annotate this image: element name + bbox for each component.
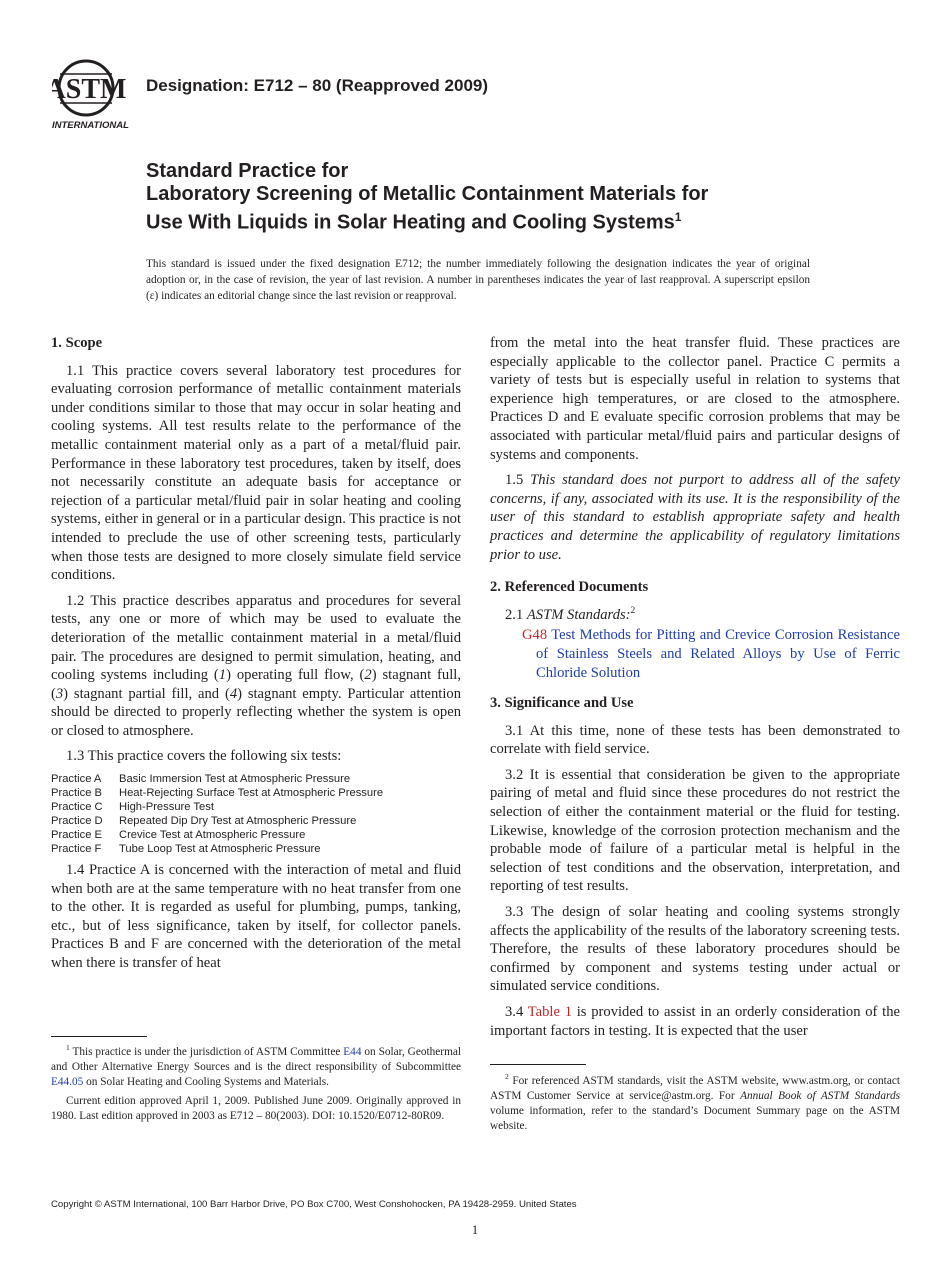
table-row: Practice E Crevice Test at Atmospheric Pressure xyxy=(51,829,306,842)
footnote-1-edition: Current edition approved April 1, 2009. Published June 2009. Originally approved in 1980. Last edition approved in 2003 as E712 – 80(2003). DOI: 10.1520/E0712-80R09. xyxy=(51,1095,461,1122)
document-title xyxy=(146,160,866,235)
g48-link[interactable]: G48 xyxy=(522,627,548,644)
footnote-1 xyxy=(51,1045,461,1128)
paragraph-3-4: 3.4 Table 1 is provided to assist in an orderly consideration of the important factors in testing. It is expected that the user xyxy=(490,1004,900,1039)
table-row: Practice A Basic Immersion Test at Atmospheric Pressure xyxy=(51,773,351,786)
right-column xyxy=(490,334,900,1047)
page-number: 1 xyxy=(471,1222,479,1237)
footnote-1-text: $^1$ This practice is under the jurisdiction of ASTM Committee E44 on Solar, Geothermal and Other Alternative Energy Sources and is the direct responsibility of Subcommittee E44.05 on Solar Heating and Cooling Systems and Materials. xyxy=(51,1043,462,1088)
reference-g48 xyxy=(506,626,900,682)
paragraph-3-2: 3.2 It is essential that consideration be given to the appropriate pairing of metal and fluid since these procedures do not restrict the selection of either the containment material or the fluid for testing. Likewise, knowledge of the corrosion protection mechanism and the probable mode of failure of a particular metal is helpful in the selection of test conditions and the observation, interpretation, and reporting of test results. xyxy=(490,766,900,895)
paragraph-1-2: 1.2 This practice describes apparatus and procedures for several tests, any one or more of which may be used to evaluate the deterioration of the metallic containment material in a metal/fluid pair. The procedures are designed to permit simulation, heating, and cooling systems including (1) operating full flow, (2) stagnant full, (3) stagnant partial fill, and (4) stagnant empty. Particular attention should be directed to properly reflecting whether the system is open or closed to atmosphere. xyxy=(51,592,461,739)
paragraph-1-4-start: 1.4 Practice A is concerned with the interaction of metal and fluid when both are at the same temperature with no heat transfer from one to the other. It is regarded as useful for plumbing, pumps, tanking, etc., but of less significance, taken by itself, for collector panels. Practices B and F are concerned with the deterioration of the metal when there is transfer of heat xyxy=(51,862,461,972)
section-heading-referenced-documents: 2. Referenced Documents xyxy=(490,579,649,596)
footnote-divider-right xyxy=(490,1064,586,1065)
paragraph-3-1: 3.1 At this time, none of these tests has been demonstrated to correlate with field service. xyxy=(490,722,900,758)
left-column xyxy=(51,334,461,980)
title-line-1: Standard Practice for xyxy=(146,160,349,182)
title-footnote-mark: 1 xyxy=(674,210,682,224)
e44-link[interactable]: E44 xyxy=(343,1046,362,1058)
table-row: Practice C High-Pressure Test xyxy=(51,801,214,814)
paragraph-1-1: 1.1 This practice covers several laboratory test procedures for evaluating corrosion performance of metallic containment materials under conditions similar to those that may occur in solar heating and cooling systems. All test results relate to the performance of the metallic containment material only as a part of a metal/fluid pair. Performance in these laboratory test procedures, taken by itself, does not necessarily constitute an adequate basis for acceptance or rejection of a particular metal/fluid pair in solar heating and cooling systems, either in general or in a particular design. This practice is not intended to preclude the use of other screening tests, particularly when those tests are designed to more closely simulate field service conditions. xyxy=(51,362,461,584)
e44-05-link[interactable]: E44.05 xyxy=(51,1076,84,1088)
paragraph-1-4-continued: from the metal into the heat transfer fluid. These practices are especially applicable to the collector panel. Practice C permits a variety of tests but is especially useful in relation to systems that experience high temperatures, or are closed to the atmosphere. Practices D and E evaluate specific corrosion problems that may be associated with particular metal/fluid pairs and particular designs of systems and components. xyxy=(490,335,900,463)
paragraph-1-3: 1.3 This practice covers the following six tests: xyxy=(66,748,342,765)
standard-notice: This standard is issued under the fixed designation E712; the number immediately following the designation indicates the year of original adoption or, in the case of revision, the year of last revision. A number in parentheses indicates the year of last reapproval. A superscript epsilon (ε) indicates an editorial change since the last revision or reapproval. xyxy=(146,258,810,302)
svg-text:ASTM: ASTM xyxy=(52,74,127,105)
footnote-divider-left xyxy=(51,1036,147,1037)
paragraph-3-3: 3.3 The design of solar heating and cooling systems strongly affects the applicability of the results of the laboratory screening tests. Therefore, the results of these laboratory procedures should be confirmed by component and systems testing under actual or simulated service conditions. xyxy=(490,904,900,995)
g48-title-link[interactable]: Test Methods for Pitting and Crevice Corrosion Resistance of Stainless Steels and Related Alloys by Use of Ferric Chloride Solution xyxy=(536,627,901,681)
footnote-2-text: $^2$ For referenced ASTM standards, visit the ASTM website, www.astm.org, or contact ASTM Customer Service at service@astm.org. For Annual Book of ASTM Standards volume information, refer to the standard’s Document Summary page on the ASTM website. xyxy=(490,1072,900,1132)
svg-text:INTERNATIONAL: INTERNATIONAL xyxy=(52,120,129,131)
designation: Designation: E712 – 80 (Reapproved 2009) xyxy=(146,76,489,95)
paragraph-1-5: 1.5 This standard does not purport to address all of the safety concerns, if any, associated with its use. It is the responsibility of the user of this standard to establish appropriate safety and health practices and determine the applicability of regulatory limitations prior to use. xyxy=(490,472,900,563)
section-heading-significance: 3. Significance and Use xyxy=(490,695,634,712)
table-row: Practice F Tube Loop Test at Atmospheric Pressure xyxy=(51,843,321,856)
copyright-notice: Copyright © ASTM International, 100 Barr Harbor Drive, PO Box C700, West Conshohocken, PA 19428-2959. United States xyxy=(51,1199,577,1210)
paragraph-2-1: 2.1 ASTM Standards:$^2$ xyxy=(505,605,636,623)
title-line-2: Laboratory Screening of Metallic Containment Materials for xyxy=(146,183,709,205)
title-line-3: Use With Liquids in Solar Heating and Cooling Systems$^1$ xyxy=(146,210,682,234)
table-1-link[interactable]: Table 1 xyxy=(527,1004,572,1020)
footnote-2 xyxy=(490,1074,900,1138)
astm-logo xyxy=(52,56,136,136)
table-row: Practice B Heat-Rejecting Surface Test at Atmospheric Pressure xyxy=(51,787,384,800)
table-row: Practice D Repeated Dip Dry Test at Atmospheric Pressure xyxy=(51,815,357,828)
section-heading-scope: 1. Scope xyxy=(51,335,103,351)
practices-table xyxy=(51,772,383,856)
